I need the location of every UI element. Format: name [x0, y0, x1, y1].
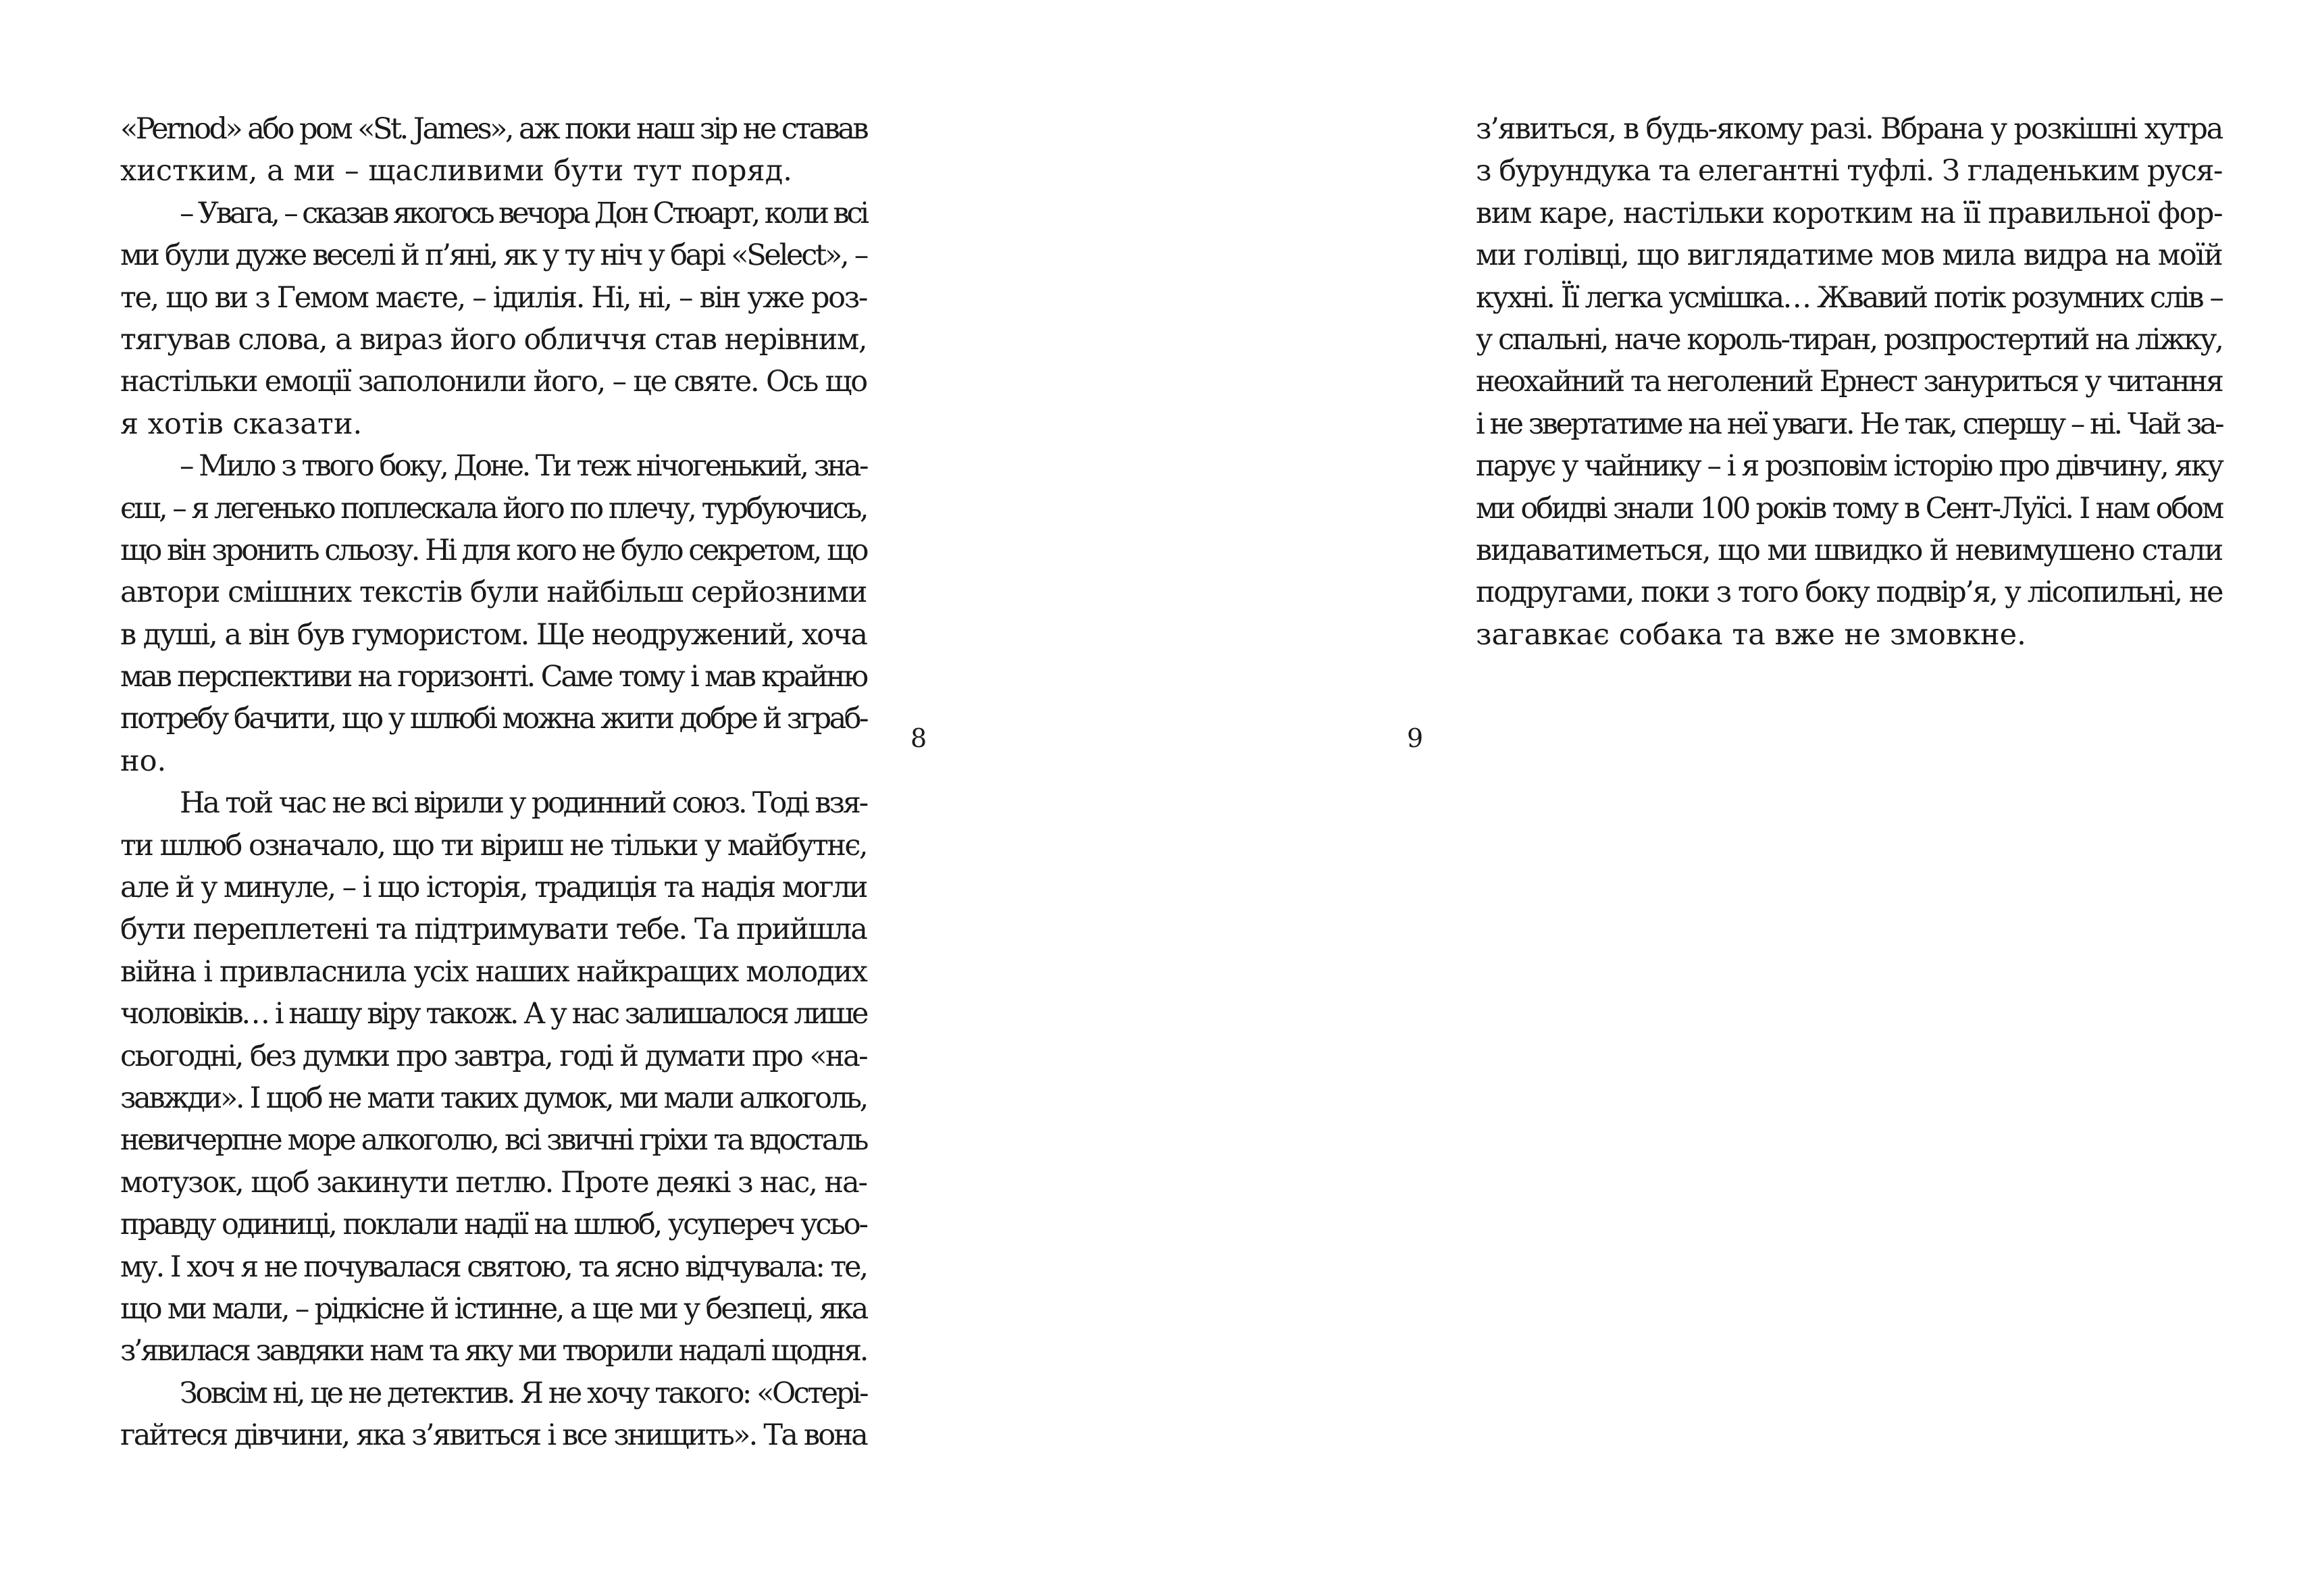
text-line: в душі, а він був гумористом. Ще неодружений, хоча	[120, 617, 867, 652]
text-line: з’явиться, в будь-якому разі. Вбрана у розкішні хутра	[1476, 112, 2222, 146]
text-line: неохайний та неголений Ернест зануриться у читання	[1476, 365, 2222, 399]
text-line: настільки емоції заполонили його, – це святе. Ось що	[120, 365, 867, 399]
text-line: мав перспективи на горизонті. Саме тому і мав крайню	[120, 660, 867, 694]
text-line: невичерпне море алкоголю, всі звичні гріхи та вдосталь	[120, 1123, 867, 1158]
text-line: те, що ви з Гемом маєте, – ідилія. Ні, ні, – він уже роз-	[120, 280, 867, 315]
text-line: загавкає собака та вже не змовкне.	[1476, 617, 2026, 652]
text-line: Зовсім ні, це не детектив. Я не хочу такого: «Остері-	[180, 1376, 867, 1410]
text-line: «Pernod» або ром «St. James», аж поки наш зір не ставав	[120, 112, 867, 146]
text-line: що ми мали, – рідкісне й істинне, а ще ми у безпеці, яка	[120, 1291, 867, 1326]
text-line: ти шлюб означало, що ти віриш не тільки у майбутнє,	[120, 828, 867, 863]
text-line: На той час не всі вірили у родинний союз. Тоді взя-	[180, 786, 867, 821]
text-line: але й у минуле, – і що історія, традиція та надія могли	[120, 871, 867, 905]
page-number-left: 8	[910, 723, 927, 753]
text-line: і не звертатиме на неї уваги. Не так, спершу – ні. Чай за-	[1476, 407, 2222, 441]
text-line: вим каре, настільки коротким на її правильної фор-	[1476, 196, 2222, 230]
text-line: потребу бачити, що у шлюбі можна жити добре й зграб-	[120, 702, 867, 736]
text-line: правду одиниці, поклали надії на шлюб, усупереч усьо-	[120, 1208, 867, 1242]
text-line: ми голівці, що виглядатиме мов мила видра на моїй	[1476, 238, 2223, 273]
text-line: хистким, а ми – щасливими бути тут поряд.	[120, 154, 792, 188]
text-line: завжди». І щоб не мати таких думок, ми мали алкоголь,	[120, 1081, 867, 1115]
text-line: що він зронить сльозу. Ні для кого не було секретом, що	[120, 533, 867, 567]
page-number-right: 9	[1407, 723, 1424, 753]
text-line: мотузок, щоб закинути петлю. Проте деякі з нас, на-	[120, 1165, 867, 1200]
left-page-body	[120, 108, 867, 1457]
text-line: ми обидві знали 100 років тому в Сент-Луїсі. І нам обом	[1476, 491, 2222, 525]
text-line: сьогодні, без думки про завтра, годі й думати про «на-	[120, 1039, 867, 1073]
right-page	[1157, 0, 2314, 1596]
text-line: кухні. Її легка усмішка… Жвавий потік розумних слів –	[1476, 280, 2222, 315]
text-line: чоловіків… і нашу віру також. А у нас залишалося лише	[120, 997, 867, 1031]
text-line: видаватиметься, що ми швидко й невимушено стали	[1476, 533, 2222, 567]
text-line: но.	[120, 744, 167, 778]
text-line: з бурундука та елегантні туфлі. З гладеньким руся-	[1476, 154, 2222, 188]
text-line: – Мило з твого боку, Доне. Ти теж нічогенький, зна-	[180, 449, 867, 484]
text-line: єш, – я легенько поплескала його по плечу, турбуючись,	[120, 491, 867, 525]
text-line: му. І хоч я не почувалася святою, та ясно відчувала: те,	[120, 1250, 867, 1284]
text-line: ми були дуже веселі й п’яні, як у ту ніч у барі «Select», –	[120, 238, 867, 273]
text-line: бути переплетені та підтримувати тебе. Та прийшла	[120, 912, 867, 947]
text-line: я хотів сказати.	[120, 407, 363, 441]
text-line: парує у чайнику – і я розповім історію про дівчину, яку	[1476, 449, 2222, 484]
text-line: тягував слова, а вираз його обличчя став нерівним,	[120, 322, 867, 357]
text-line: у спальні, наче король-тиран, розпростертий на ліжку,	[1476, 322, 2222, 357]
text-line: подругами, поки з того боку подвір’я, у лісопильні, не	[1476, 575, 2223, 610]
text-line: війна і привласнила усіх наших найкращих молодих	[120, 954, 867, 989]
right-page-body	[1476, 108, 2222, 656]
text-line: гайтеся дівчини, яка з’явиться і все знищить». Та вона	[120, 1418, 867, 1453]
text-line: автори смішних текстів були найбільш серйозними	[120, 575, 867, 610]
text-line: – Увага, – сказав якогось вечора Дон Стюарт, коли всі	[180, 196, 867, 230]
text-line: з’явилася завдяки нам та яку ми творили надалі щодня.	[120, 1334, 867, 1368]
